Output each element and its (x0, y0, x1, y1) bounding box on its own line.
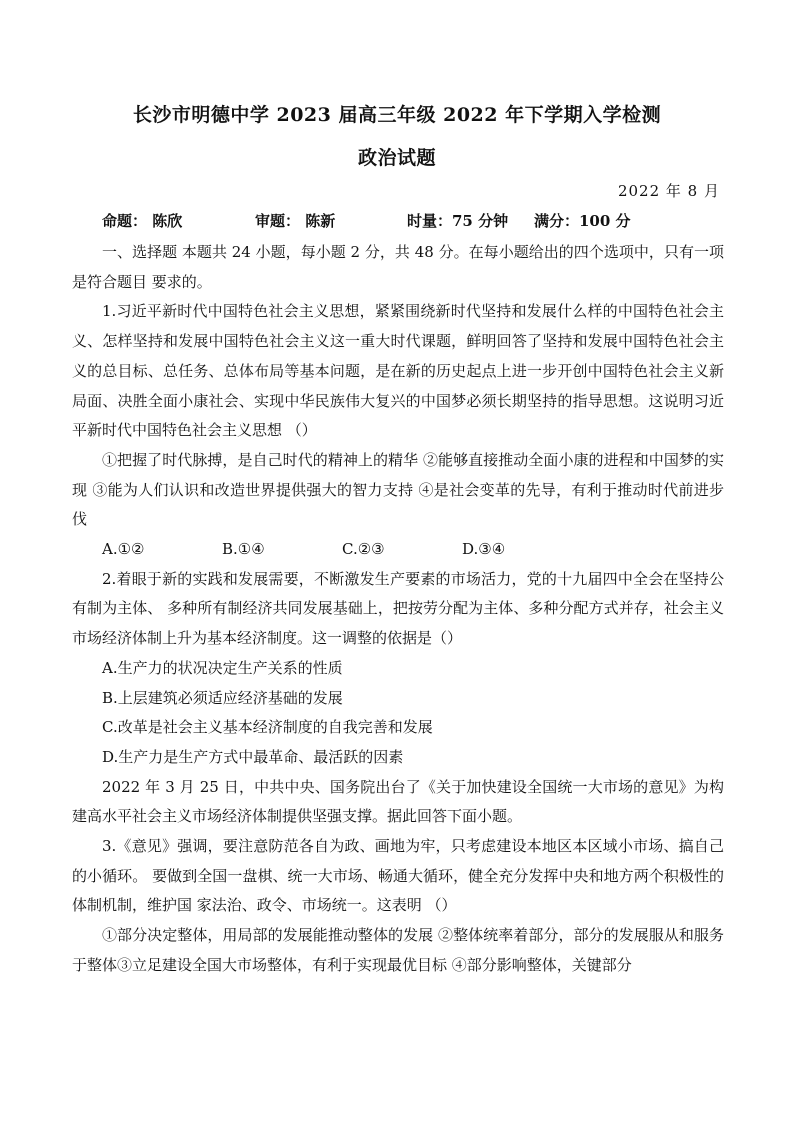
section-instructions: 一、选择题 本题共 24 小题，每小题 2 分，共 48 分。在每小题给出的四个选项中，只有一项是符合题目 要求的。 (72, 243, 724, 291)
question-3-stem: 3.《意见》强调，要注意防范各自为政、画地为牢，只考虑建设本地区本区域小市场、搞自己的小循环。 要做到全国一盘棋、统一大市场、畅通大循环，健全充分发挥中央和地方两个积极性的体制机制，维护国 家法治、政令、市场统一。这表明 （） (72, 837, 724, 915)
question-1-option-d: D.③④ (462, 540, 506, 559)
exam-meta (102, 210, 631, 231)
exam-title: 长沙市明德中学 2023 届高三年级 2022 年下学期入学检测 (132, 104, 662, 126)
question-1-options (72, 535, 724, 565)
question-1-statements: ①把握了时代脉搏，是自己时代的精神上的精华 ②能够直接推动全面小康的进程和中国梦的实现 ③能为人们认识和改造世界提供强大的智力支持 ④是社会变革的先导，有利于推动时代前进步伐 (72, 450, 724, 529)
exam-date: 2022 年 8 月 (617, 182, 720, 200)
question-2-option-a: A.生产力的状况决定生产关系的性质 (102, 658, 343, 677)
question-1-option-b: B.①④ (222, 540, 265, 559)
question-2-stem: 2.着眼于新的实践和发展需要，不断激发生产要素的市场活力，党的十九届四中全会在坚持公有制为主体、 多种所有制经济共同发展基础上，把按劳分配为主体、多种分配方式并存，社会主义市场经济体制上升为基本经济制度。这一调整的依据是（） (72, 569, 724, 648)
meta-time: 时量：75 分钟 (407, 212, 509, 230)
question-2-option-d: D.生产力是生产方式中最革命、最活跃的因素 (102, 747, 404, 766)
question-2-option-b: B.上层建筑必须适应经济基础的发展 (102, 688, 343, 707)
meta-score: 满分：100 分 (534, 212, 631, 230)
question-1-option-a: A.①② (102, 540, 145, 559)
exam-body (72, 238, 724, 981)
meta-setter: 命题： 陈欣 (102, 212, 183, 230)
question-3-statements: ①部分决定整体，用局部的发展能推动整体的发展 ②整体统率着部分，部分的发展服从和服务于整体③立足建设全国大市场整体，有利于实现最优目标 ④部分影响整体，关键部分 (72, 926, 724, 974)
meta-reviewer: 审题： 陈新 (255, 212, 336, 230)
reading-material: 2022 年 3 月 25 日，中共中央、国务院出台了《关于加快建设全国统一大市场的意见》为构建高水平社会主义市场经济体制提供坚强支撑。据此回答下面小题。 (72, 777, 724, 826)
question-1-stem: 1.习近平新时代中国特色社会主义思想，紧紧围绕新时代坚持和发展什么样的中国特色社会主义、怎样坚持和发展中国特色社会主义这一重大时代课题，鲜明回答了坚持和发展中国特色社会主义的总目标、总任务、总体布局等基本问题，是在新的历史起点上进一步开创中国特色社会主义新局面、决胜全面小康社会、实现中华民族伟大复兴的中国梦必须长期坚持的指导思想。这说明习近平新时代中国特色社会主义思想 （） (72, 302, 724, 440)
question-2-option-c: C.改革是社会主义基本经济制度的自我完善和发展 (102, 718, 433, 737)
exam-subject: 政治试题 (357, 147, 436, 169)
question-1-option-c: C.②③ (342, 540, 385, 559)
